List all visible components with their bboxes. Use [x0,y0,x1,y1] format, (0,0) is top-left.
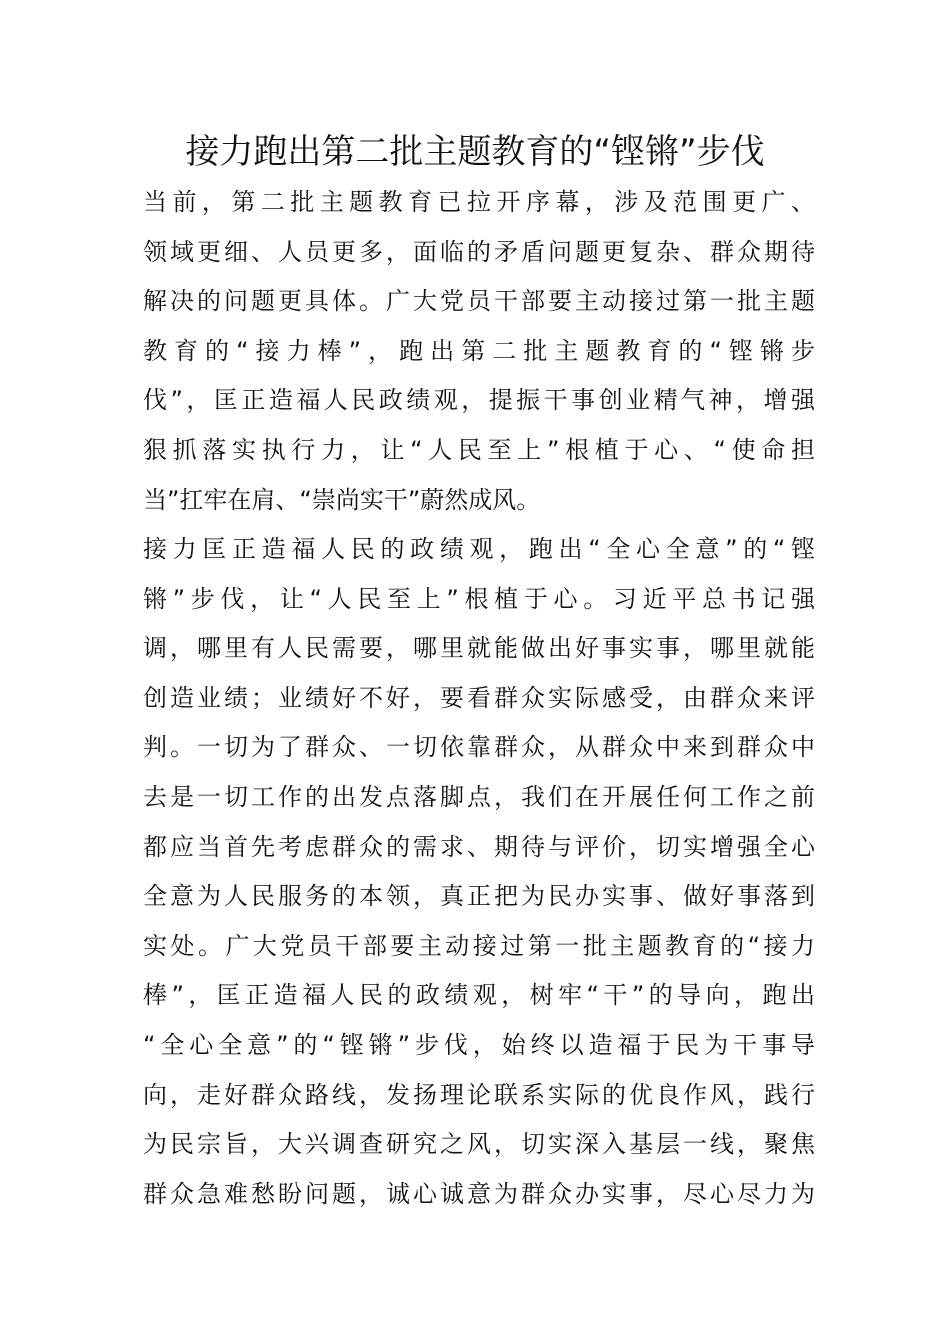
paragraph-line: 实处。广大党员干部要主动接过第一批主题教育的“接力 [143,931,815,960]
paragraph-line: 伐”，匡正造福人民政绩观，提振干事创业精气神，增强 [143,386,815,415]
paragraph-line: 群众急难愁盼问题，诚心诚意为群众办实事，尽心尽力为 [143,1179,815,1208]
paragraph-line: 创造业绩；业绩好不好，要看群众实际感受，由群众来评 [143,683,815,712]
paragraph-line: 当前，第二批主题教育已拉开序幕，涉及范围更广、 [143,188,815,216]
paragraph-line: “全心全意”的“铿锵”步伐，始终以造福于民为干事导 [143,1030,815,1059]
paragraph-line: 都应当首先考虑群众的需求、期待与评价，切实增强全心 [143,832,815,861]
paragraph-line: 去是一切工作的出发点落脚点，我们在开展任何工作之前 [143,782,815,811]
document-title: 接力跑出第二批主题教育的“铿锵”步伐 [185,132,765,172]
paragraph-1 [143,178,815,525]
paragraph-line: 锵”步伐，让“人民至上”根植于心。习近平总书记强 [143,584,815,613]
paragraph-line: 调，哪里有人民需要，哪里就能做出好事实事，哪里就能 [143,634,815,663]
paragraph-line: 向，走好群众路线，发扬理论联系实际的优良作风，践行 [143,1080,815,1109]
paragraph-line: 全意为人民服务的本领，真正把为民办实事、做好事落到 [143,882,815,911]
paragraph-line: 解决的问题更具体。广大党员干部要主动接过第一批主题 [143,287,815,316]
paragraph-line: 当”扛牢在肩、“崇尚实干”蔚然成风。 [143,485,541,514]
paragraph-line: 为民宗旨，大兴调查研究之风，切实深入基层一线，聚焦 [143,1130,815,1159]
paragraph-line: 判。一切为了群众、一切依靠群众，从群众中来到群众中 [143,733,815,762]
paragraph-2 [143,525,815,1219]
paragraph-line: 狠抓落实执行力，让“人民至上”根植于心、“使命担 [143,435,815,464]
paragraph-line: 接力匡正造福人民的政绩观，跑出“全心全意”的“铿 [143,535,815,563]
paragraph-line: 领域更细、人员更多，面临的矛盾问题更复杂、群众期待 [143,237,815,266]
paragraph-line: 棒”，匡正造福人民的政绩观，树牢“干”的导向，跑出 [143,981,815,1010]
paragraph-line: 教育的“接力棒”，跑出第二批主题教育的“铿锵步 [143,336,815,365]
